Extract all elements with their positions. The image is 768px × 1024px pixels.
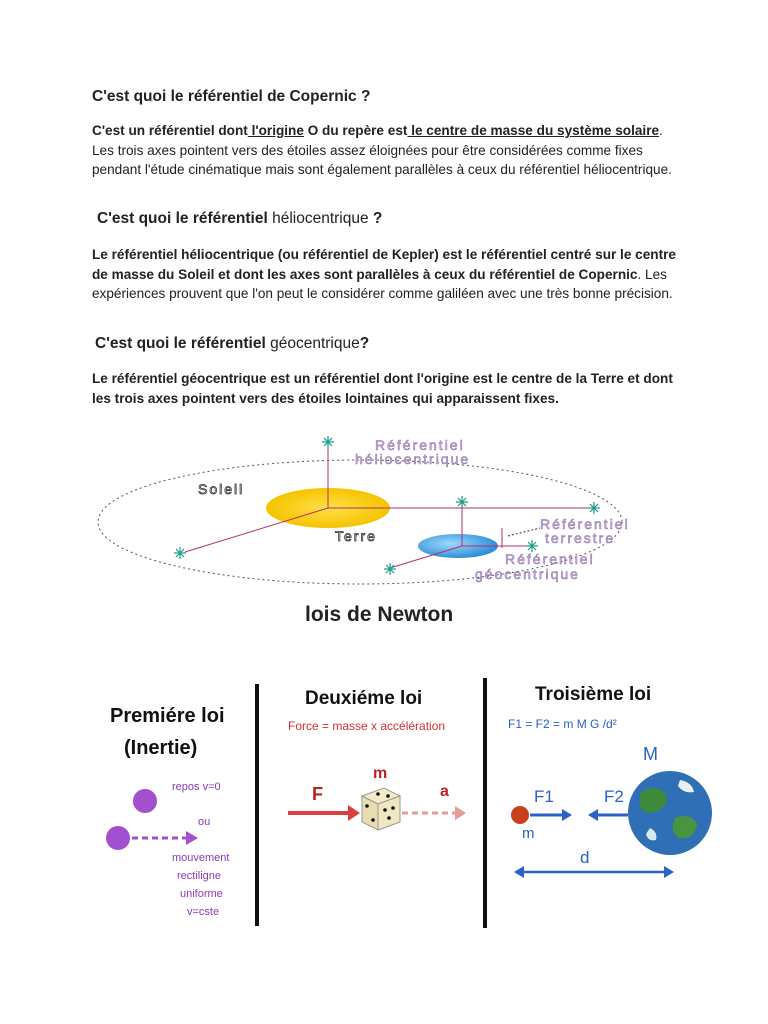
ball-moving [106,826,130,850]
law1-panel [90,690,255,930]
law3-m: m [522,825,535,842]
ball-rest [133,789,157,813]
label-helio-1: Référentiel [375,437,465,453]
reference-frames-diagram [90,432,715,602]
law3-M: M [643,744,658,764]
f1-arrow-head-icon [562,809,572,821]
label-terre: Terre [335,528,377,544]
label-geo-1: Référentiel [505,551,595,567]
law3-F1: F1 [534,787,554,806]
label-helio-2: héliocentrique [355,451,471,467]
divider-left [255,684,259,926]
star-icon [456,496,468,508]
paragraph-copernic [92,121,682,180]
heading-heliocentrique [97,210,687,228]
link-centre-masse: le centre de masse du système solaire [407,123,660,138]
law3-F2: F2 [604,787,624,806]
law1-ou: ou [198,816,211,828]
heading-geo-end: ? [359,335,370,352]
heading-copernic: C'est quoi le référentiel de Copernic ? [92,88,371,105]
text-bold-1: C'est un référentiel dont [92,123,248,138]
arrow-head-icon [186,831,198,845]
law2-a: a [440,783,449,800]
law2-formula: Force = masse x accélération [288,719,446,733]
divider-right [483,678,487,928]
apple-icon [511,806,529,824]
earth-globe-icon [628,771,712,855]
paragraph-geocentrique [92,369,682,408]
heading-helio-end: ? [368,210,383,227]
text-helio-normal: . Les expériences prouvent que l'on peut le considérer comme galiléen avec une très bonne précision. [92,266,673,301]
law1-repos: repos v=0 [172,781,221,793]
text-bold-2: O du repère est [303,123,408,138]
law1-m3: uniforme [180,888,223,900]
label-geo-2: géocentrique [475,566,580,582]
law2-title: Deuxiéme loi [305,688,423,709]
star-icon [322,436,334,448]
text-helio-bold: Le référentiel héliocentrique (ou référentiel de Kepler) est le référentiel centré sur le centre de masse du Soleil et dont les axes sont parallèles à ceux du référentiel de Copernic [92,247,676,282]
force-arrow-head-icon [348,805,360,821]
star-icon [174,547,186,559]
law2-f: F [312,784,323,804]
section-heliocentrique [97,210,687,228]
paragraph-heliocentrique [92,245,682,304]
law3-formula: F1 = F2 = m M G /d² [508,717,617,731]
law1-title-2: (Inertie) [124,737,198,759]
heading-helio-normal: héliocentrique [267,210,369,227]
label-terrestre-1: Référentiel [540,516,630,532]
heading-helio-bold: C'est quoi le référentiel [97,210,268,227]
law3-panel [490,678,720,888]
dice-icon [362,788,400,830]
law1-title-1: Premiére loi [110,705,225,727]
law2-m: m [373,765,388,782]
law1-m4: v=cste [187,906,220,918]
law3-d: d [580,848,590,867]
distance-left-head-icon [514,866,524,878]
law3-title: Troisième loi [535,684,652,705]
label-terrestre-2: terrestre [545,530,616,546]
section-copernic [92,88,682,106]
label-soleil: Soleil [198,481,245,497]
terrestre-pointer [508,528,540,536]
law1-m1: mouvement [172,852,230,864]
newton-title: lois de Newton [305,603,454,626]
f2-arrow-head-icon [588,809,598,821]
text-normal-1: . Les trois axes pointent vers des étoiles assez éloignées pour être considérées comme fixes pendant l'étude cinématique mais sont également parallèles à ceux du référentiel héliocentrique. [92,123,672,177]
star-icon [588,502,600,514]
heading-geo-normal: géocentrique [265,335,360,352]
accel-arrow-head-icon [455,806,466,820]
text-geo-bold: Le référentiel géocentrique est un référentiel dont l'origine est le centre de la Terre et dont les trois axes pointent vers des étoiles lointaines qui apparaissent fixes. [92,371,673,406]
heading-geocentrique [95,335,685,353]
link-origine: l'origine [247,123,304,138]
star-icon [384,563,396,575]
law2-panel [260,680,482,850]
section-geocentrique [95,335,685,353]
heading-geo-bold: C'est quoi le référentiel [95,335,266,352]
law1-m2: rectiligne [177,870,222,882]
distance-right-head-icon [664,866,674,878]
